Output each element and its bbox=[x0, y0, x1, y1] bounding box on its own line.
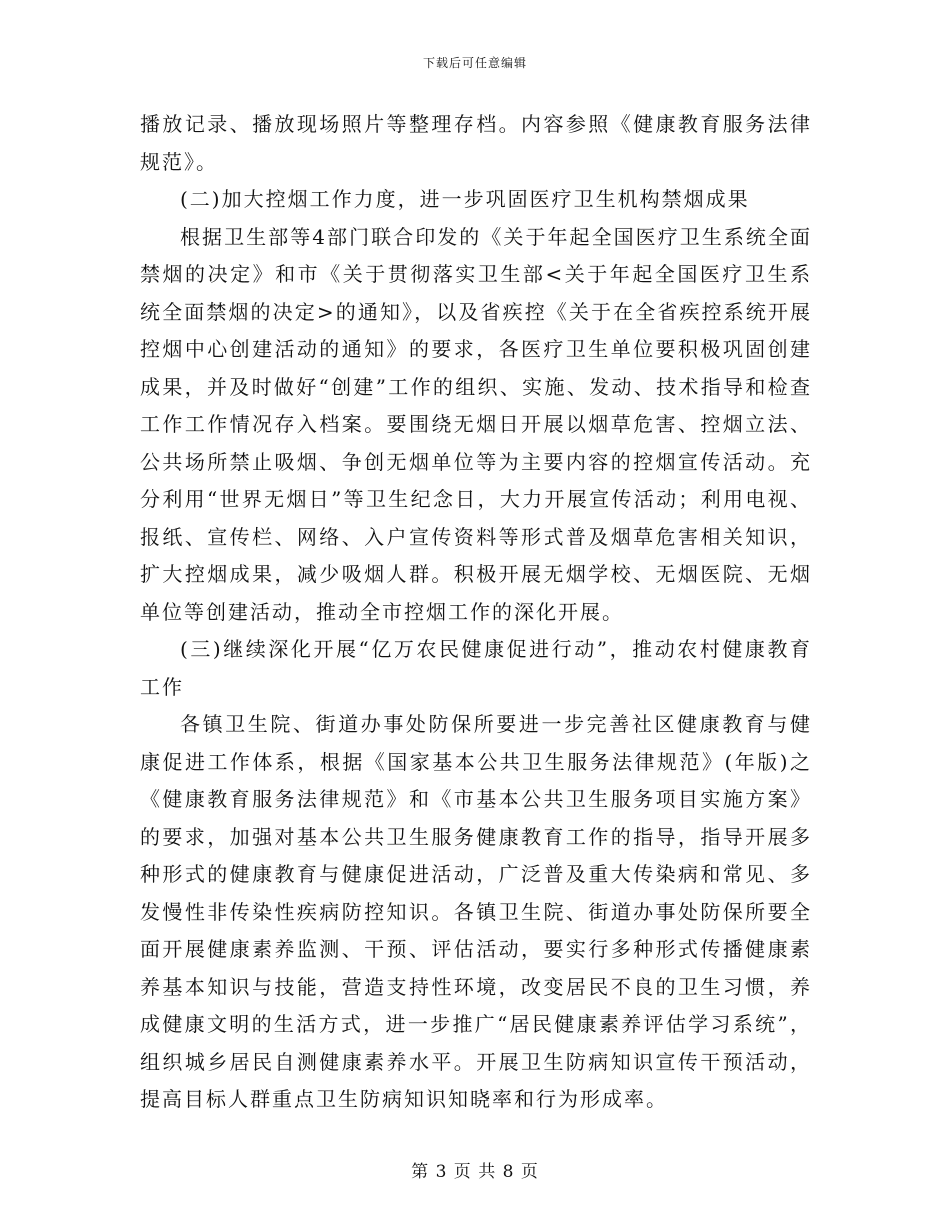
paragraph-tobacco-control: 根据卫生部等4部门联合印发的《关于年起全国医疗卫生系统全面禁烟的决定》和市《关于贯彻落实卫生部<关于年起全国医疗卫生系统全面禁烟的决定>的通知》，以及省疾控《关于在全省疾控系统开展控烟中心创建活动的通知》的要求，各医疗卫生单位要积极巩固创建成果，并及时做好“创建”工作的组织、实施、发动、技术指导和检查工作工作情况存入档案。要围绕无烟日开展以烟草危害、控烟立法、公共场所禁止吸烟、争创无烟单位等为主要内容的控烟宣传活动。充分利用“世界无烟日”等卫生纪念日，大力开展宣传活动；利用电视、报纸、宣传栏、网络、入户宣传资料等形式普及烟草危害相关知识，扩大控烟成果，减少吸烟人群。积极开展无烟学校、无烟医院、无烟单位等创建活动，推动全市控烟工作的深化开展。 bbox=[140, 224, 812, 624]
section-heading-3: (三)继续深化开展“亿万农民健康促进行动”，推动农村健康教育工作 bbox=[140, 637, 812, 699]
section-heading-2: (二)加大控烟工作力度，进一步巩固医疗卫生机构禁烟成果 bbox=[180, 187, 750, 211]
document-body bbox=[140, 106, 812, 1119]
paragraph-continued: 播放记录、播放现场照片等整理存档。内容参照《健康教育服务法律规范》。 bbox=[140, 112, 812, 174]
page-number: 第 3 页 共 8 页 bbox=[411, 1162, 539, 1182]
paragraph-rural-health: 各镇卫生院、街道办事处防保所要进一步完善社区健康教育与健康促进工作体系，根据《国家基本公共卫生服务法律规范》(年版)之《健康教育服务法律规范》和《市基本公共卫生服务项目实施方案》的要求，加强对基本公共卫生服务健康教育工作的指导，指导开展多种形式的健康教育与健康促进活动，广泛普及重大传染病和常见、多发慢性非传染性疾病防控知识。各镇卫生院、街道办事处防保所要全面开展健康素养监测、干预、评估活动，要实行多种形式传播健康素养基本知识与技能，营造支持性环境，改变居民不良的卫生习惯，养成健康文明的生活方式，进一步推广“居民健康素养评估学习系统”，组织城乡居民自测健康素养水平。开展卫生防病知识宣传干预活动，提高目标人群重点卫生防病知识知晓率和行为形成率。 bbox=[140, 712, 812, 1111]
header-note: 下载后可任意编辑 bbox=[422, 56, 527, 70]
